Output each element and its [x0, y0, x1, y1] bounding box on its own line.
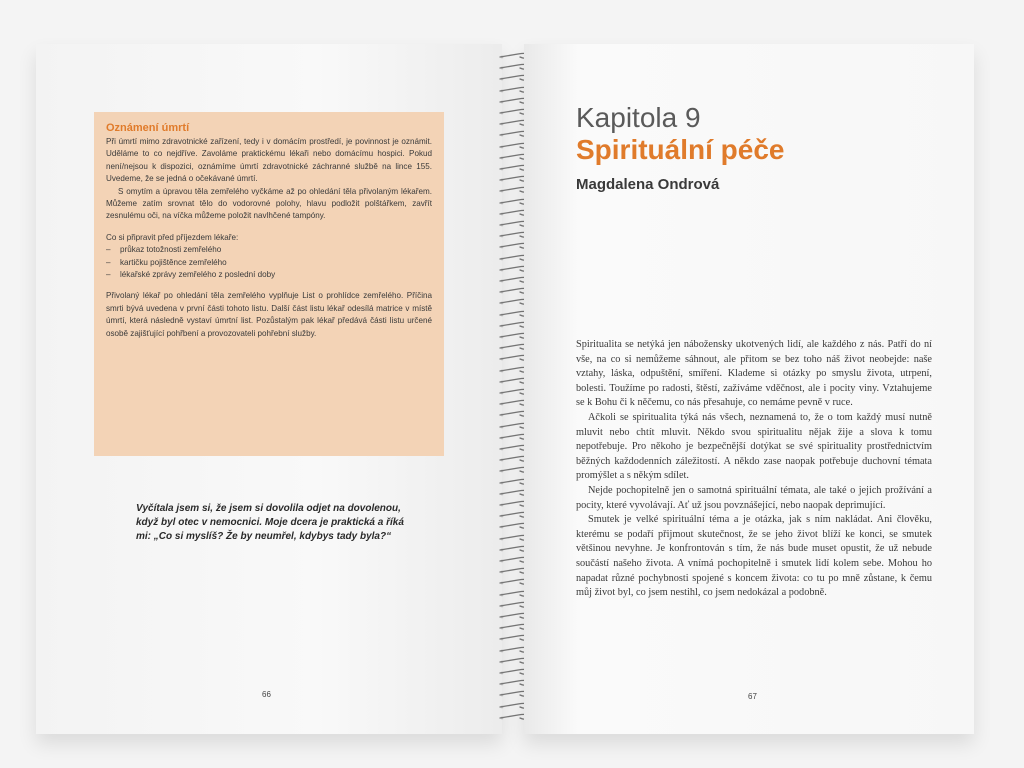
list-item: – lékařské zprávy zemřelého z poslední doby	[106, 269, 432, 281]
body-paragraph: Ačkoli se spiritualita týká nás všech, neznamená to, že o tom každý musí nutně mluvit nebo chtít mluvit. Někdo svou spiritualitu nějak žije a slova k tomu nepotřebuje. Pro někoho je bezpečnější dotýkat se své spirituality prostřednictvím běžných každodenních záležitostí. A někdo zase naopak potřebuje duchovní témata promýšlet a s někým sdílet.	[576, 411, 932, 482]
right-page	[524, 44, 974, 734]
list-item: – průkaz totožnosti zemřelého	[106, 244, 432, 256]
body-paragraph: Nejde pochopitelně jen o samotná spirituální témata, ale také o jejich prožívání a pocity, které vyvolávají. Ať už jsou povznášející, nebo naopak deprimující.	[576, 484, 932, 511]
chapter-label: Kapitola 9	[576, 102, 701, 133]
info-box-paragraph: Při úmrtí mimo zdravotnické zařízení, tedy i v domácím prostředí, je povinnost je oznámit. Uděláme to co nejdříve. Zavoláme praktickému lékaři nebo domácímu hospici. Pokud není/nejsou k dispozici, oznámíme úmrtí zdravotnické záchranné službě na lince 155. Uvedeme, že se jedná o očekávané úmrtí.	[106, 137, 432, 184]
chapter-body	[576, 338, 932, 601]
body-paragraph: Spiritualita se netýká jen nábožensky ukotvených lidí, ale každého z nás. Patří do ní vše, na co si nemůžeme sáhnout, ale přitom se bez toho náš život neobejde: naše vztahy, láska, odpuštění, smíření. Klademe si otázky po smyslu života, utrpení, bolesti. Toužíme po radosti, štěstí, zažíváme vděčnost, ale i pocity viny. Vztahujeme se k Bohu či k něčemu, co nás přesahuje, co nemáme pevně v ruce.	[576, 339, 932, 409]
page-number-left: 66	[262, 690, 271, 699]
info-box-title: Oznámení úmrtí	[106, 122, 190, 134]
body-paragraph: Smutek je velké spirituální téma a je otázka, jak s ním nakládat. Ani člověku, kterému se podaří přijmout skutečnost, že se jeho život blíží ke konci, se smutek většinou nevyhne. Je konfrontován s tím, že nás bude muset opustit, že už nebude součástí našeho života. A vnímá pochopitelně i smutek lidí kolem sebe. Mohou ho napadat různé pochybnosti spojené s koncem života: co tu po mně zůstane, k čemu můj život byl, co jsem nestihl, co jsem nedokázal a podobně.	[576, 514, 932, 599]
list-item: – kartičku pojištěnce zemřelého	[106, 257, 432, 269]
info-box-paragraph: S omytím a úpravou těla zemřelého vyčkáme až po ohledání těla přivolaným lékařem. Můžeme zatím srovnat tělo do vodorovné polohy, hlavu podložit polštářkem, zavřít zesnulému oči, na víčka můžeme položit navlhčené tampóny.	[106, 186, 432, 221]
page-number-right: 67	[748, 692, 757, 701]
open-book	[36, 44, 974, 734]
checklist	[106, 244, 432, 281]
chapter-author: Magdalena Ondrová	[576, 176, 720, 193]
info-box	[94, 112, 444, 456]
info-box-list-intro: Co si připravit před příjezdem lékaře:	[106, 232, 239, 242]
chapter-title: Spirituální péče	[576, 134, 785, 165]
info-box-paragraph: Přivolaný lékař po ohledání těla zemřelého vyplňuje List o prohlídce zemřelého. Příčina smrti bývá uvedena v první části tohoto listu. Další část listu lékař odesílá matrice v místě úmrtí, která následně vystaví úmrtní list. Pozůstalým pak lékař předává části listu určené osobě zajišťující pohřbení a provozovateli pohřební služby.	[106, 291, 432, 338]
left-page	[36, 44, 502, 734]
pull-quote: Vyčítala jsem si, že jsem si dovolila odjet na dovolenou, když byl otec v nemocnici. Moje dcera je praktická a říká mi: „Co si myslíš? Že by neumřel, kdybys tady byla?“	[136, 503, 404, 542]
